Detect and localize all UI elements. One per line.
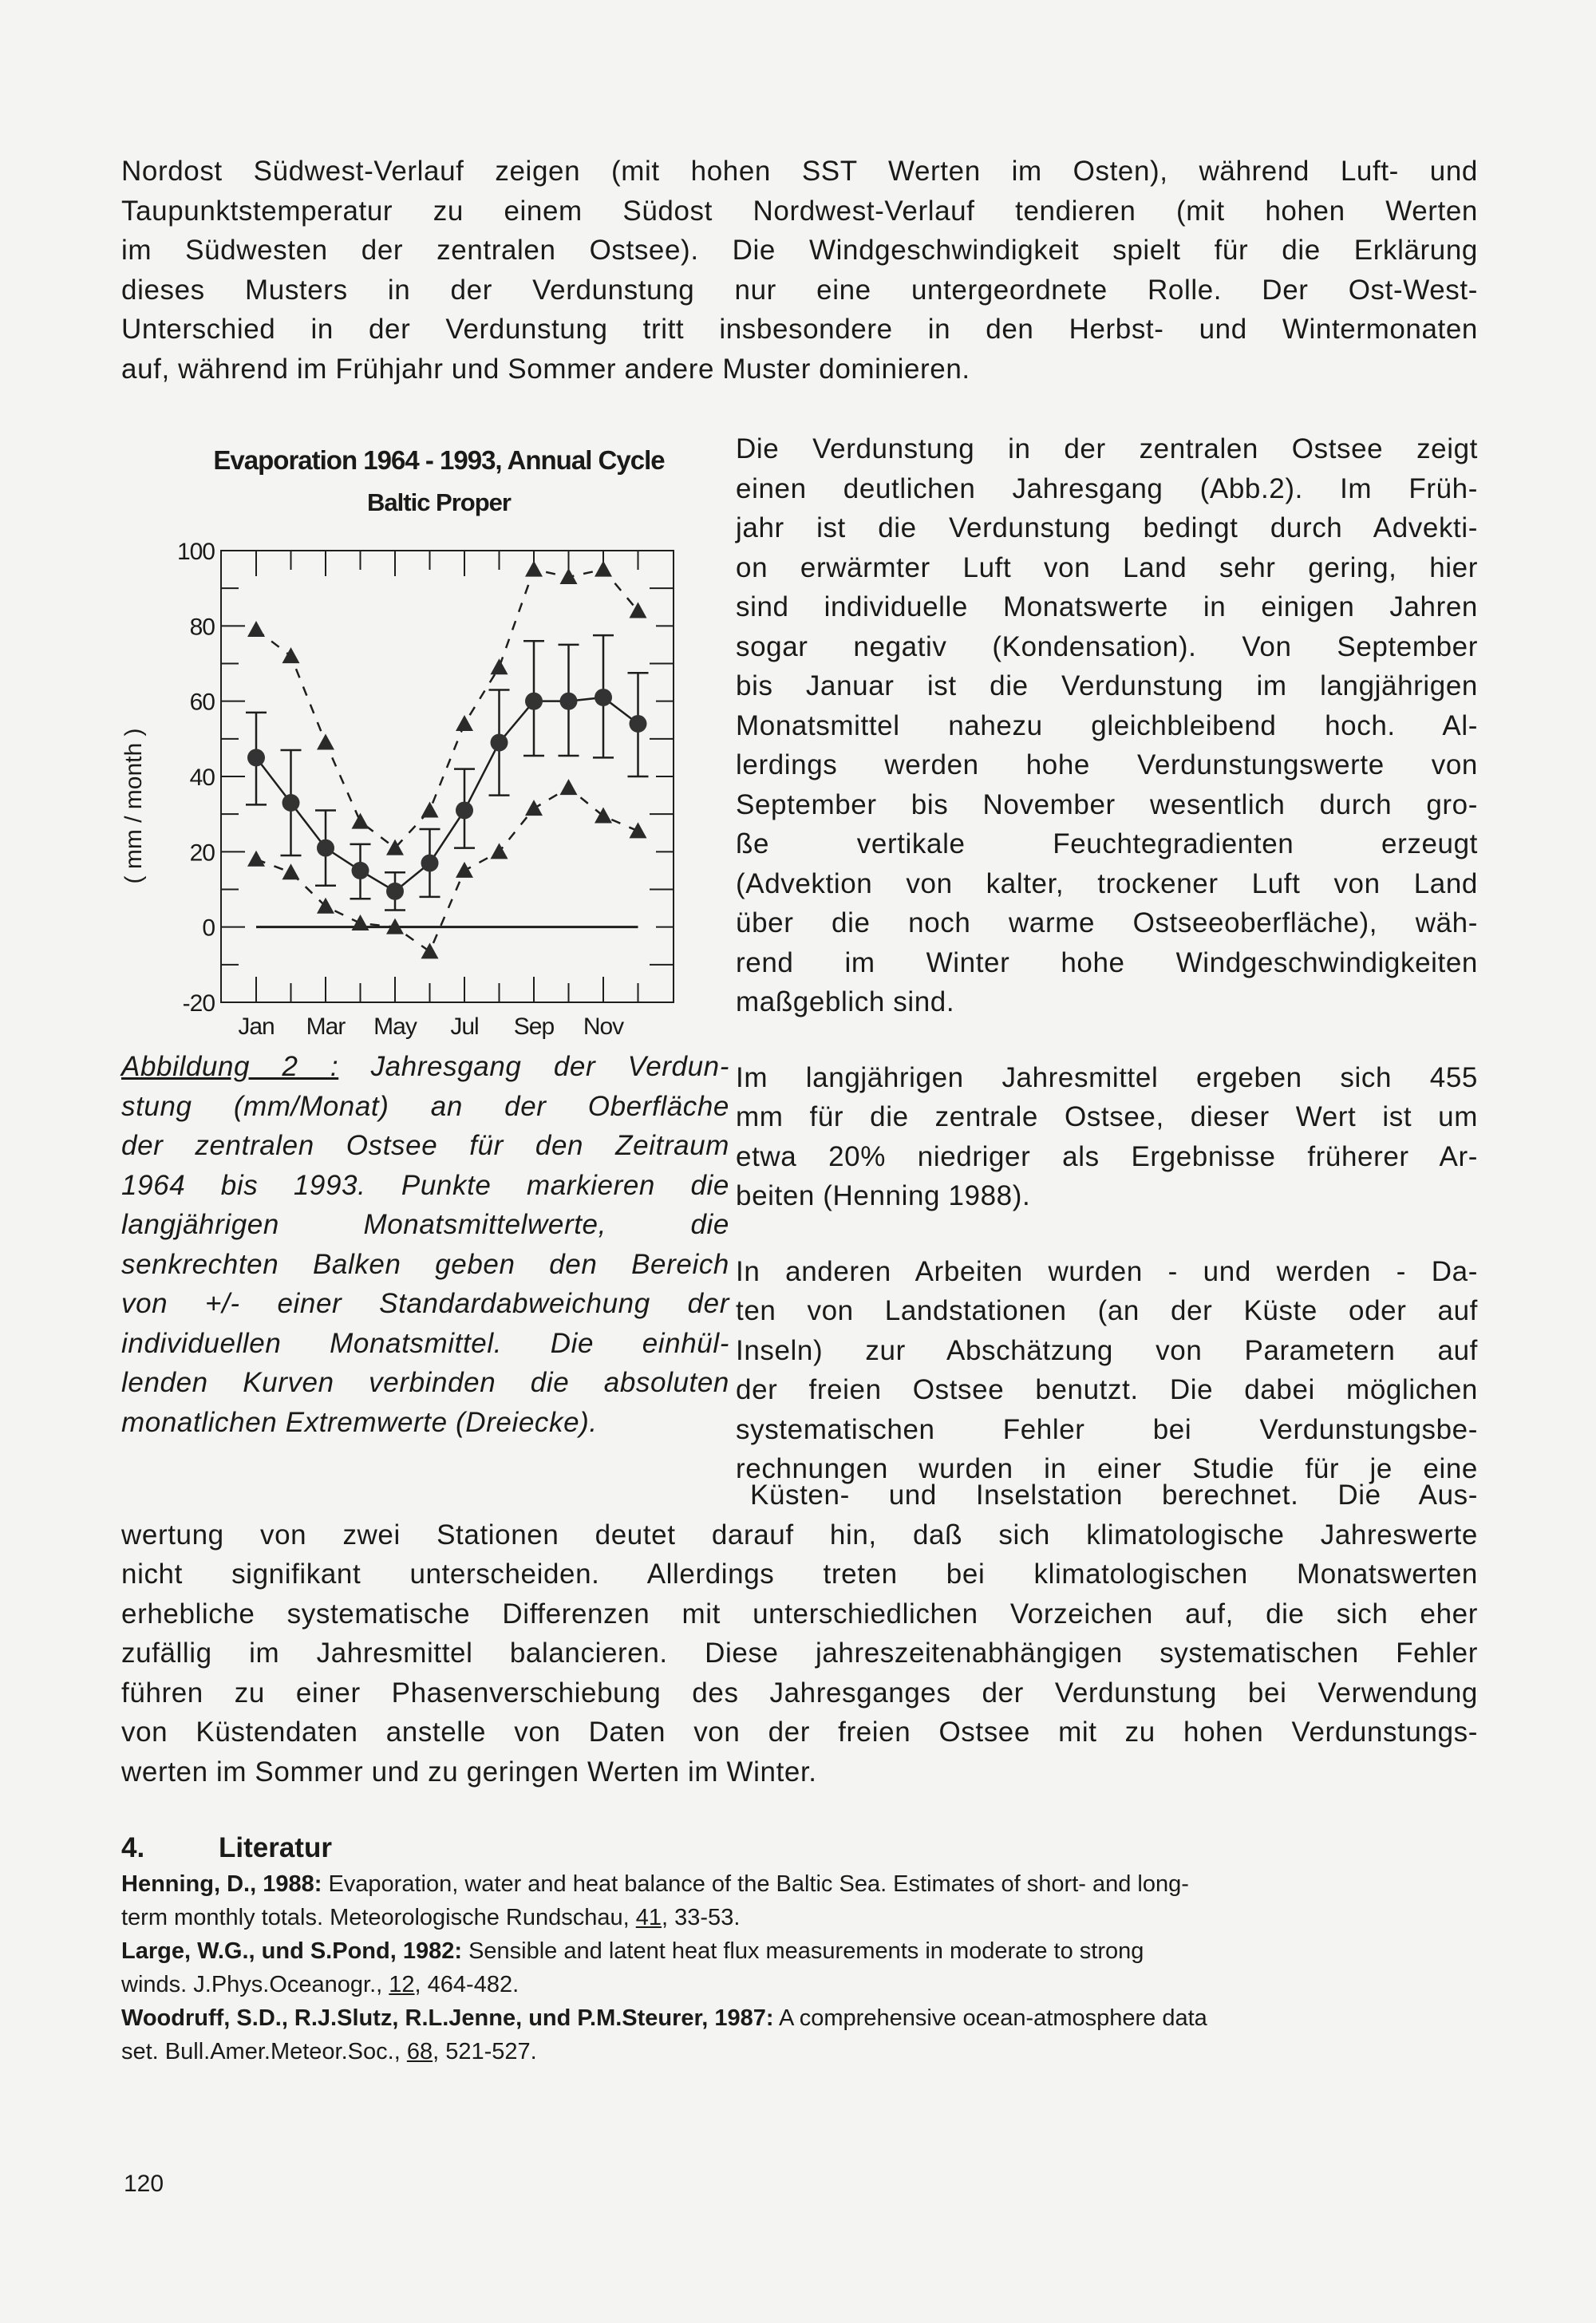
y-tick-label: 0 bbox=[202, 915, 215, 942]
caption-line bbox=[121, 1047, 729, 1087]
max-triangle bbox=[421, 801, 439, 817]
y-tick-label: 60 bbox=[189, 689, 215, 716]
caption-label: Abbildung 2 : bbox=[121, 1051, 339, 1082]
reference-title: A comprehensive ocean-atmosphere data bbox=[773, 2005, 1207, 2031]
body-paragraph bbox=[736, 429, 1478, 1022]
text-line: bis Januar ist die Verdunstung im langjährigen bbox=[736, 670, 1478, 701]
text-line: jahr ist die Verdunstung bedingt durch Advekti- bbox=[736, 512, 1478, 543]
reference-line bbox=[121, 1867, 1478, 1901]
text-line: beiten (Henning 1988). bbox=[736, 1180, 1031, 1211]
chart-title: Evaporation 1964 - 1993, Annual Cycle bbox=[213, 445, 665, 475]
max-triangle bbox=[247, 621, 265, 637]
text-line: September bis November wesentlich durch gro- bbox=[736, 788, 1478, 820]
text-line: rechnungen wurden in einer Studie für je eine bbox=[736, 1453, 1478, 1484]
section-number: 4. bbox=[121, 1832, 145, 1863]
reference-pages: , 464-482. bbox=[414, 1972, 519, 1997]
max-triangle bbox=[525, 561, 543, 577]
reference-journal: set. Bull.Amer.Meteor.Soc., bbox=[121, 2039, 407, 2064]
text-line: werten im Sommer und zu geringen Werten im Winter. bbox=[121, 1756, 817, 1788]
page-number: 120 bbox=[124, 2171, 164, 2197]
caption-line: von +/- einer Standardabweichung der bbox=[121, 1288, 729, 1319]
text-line: Nordost Südwest-Verlauf zeigen (mit hohen SST Werten im Osten), während Luft- und bbox=[121, 156, 1478, 187]
reference-volume: 41 bbox=[635, 1905, 662, 1930]
text-line: Küsten- und Inselstation berechnet. Die Aus- bbox=[750, 1480, 1478, 1511]
reference-title: Sensible and latent heat flux measurements in moderate to strong bbox=[462, 1938, 1144, 1964]
text-line: ten von Landstationen (an der Küste oder auf bbox=[736, 1295, 1478, 1326]
text-line: maßgeblich sind. bbox=[736, 986, 955, 1017]
evaporation-chart bbox=[120, 431, 726, 1040]
text-line: einen deutlichen Jahresgang (Abb.2). Im Früh- bbox=[736, 472, 1478, 504]
continued-paragraph bbox=[121, 1476, 1478, 1792]
plot-frame bbox=[221, 551, 674, 1002]
y-tick-label: 20 bbox=[189, 840, 215, 867]
reference-authors: Large, W.G., und S.Pond, 1982: bbox=[121, 1938, 463, 1964]
min-triangle bbox=[421, 942, 439, 958]
y-axis-label: ( mm / month ) bbox=[120, 728, 147, 884]
min-triangle bbox=[282, 863, 300, 879]
section-title: Literatur bbox=[219, 1832, 332, 1863]
text-line: sind individuelle Monatswerte in einigen Jahren bbox=[736, 591, 1478, 622]
caption-line: monatlichen Extremwerte (Dreiecke). bbox=[121, 1406, 598, 1438]
y-tick-label: 100 bbox=[176, 539, 215, 565]
text-line: nicht signifikant unterscheiden. Allerdings treten bei klimatologischen Monatswerten bbox=[121, 1559, 1478, 1590]
x-tick-label: May bbox=[373, 1013, 417, 1040]
max-triangle bbox=[456, 715, 473, 731]
max-triangle bbox=[491, 658, 508, 674]
text-line: Im langjährigen Jahresmittel ergeben sich 455 bbox=[736, 1061, 1478, 1093]
caption-line: lenden Kurven verbinden die absoluten bbox=[121, 1367, 729, 1398]
text-line: Inseln) zur Abschätzung von Parametern auf bbox=[736, 1334, 1478, 1366]
mean-point bbox=[352, 862, 369, 879]
caption-line: 1964 bis 1993. Punkte markieren die bbox=[121, 1169, 729, 1201]
min-triangle bbox=[525, 800, 543, 816]
text-line: rend im Winter hohe Windgeschwindigkeiten bbox=[736, 946, 1478, 978]
mean-point bbox=[456, 801, 473, 819]
text-line: on erwärmter Luft von Land sehr gering, hier bbox=[736, 551, 1478, 583]
caption-line: senkrechten Balken geben den Bereich bbox=[121, 1248, 729, 1280]
caption-line: individuellen Monatsmittel. Die einhül- bbox=[121, 1327, 729, 1359]
mean-point bbox=[491, 734, 508, 752]
text-line: ße vertikale Feuchtegradienten erzeugt bbox=[736, 828, 1478, 859]
reference-list bbox=[121, 1867, 1478, 2068]
caption-line: stung (mm/Monat) an der Oberfläche bbox=[121, 1090, 729, 1122]
text-line: sogar negativ (Kondensation). Von September bbox=[736, 630, 1478, 662]
mean-point bbox=[560, 693, 578, 710]
max-triangle bbox=[560, 568, 578, 584]
reference-journal: winds. J.Phys.Oceanogr., bbox=[121, 1972, 389, 1997]
literature-heading bbox=[121, 1832, 332, 1864]
x-tick-label: Nov bbox=[583, 1013, 624, 1040]
reference-pages: , 33-53. bbox=[662, 1905, 741, 1930]
caption-line: langjährigen Monatsmittelwerte, die bbox=[121, 1209, 729, 1240]
caption-line: der zentralen Ostsee für den Zeitraum bbox=[121, 1130, 729, 1161]
text-line: lerdings werden hohe Verdunstungswerte von bbox=[736, 749, 1478, 780]
reference-authors: Woodruff, S.D., R.J.Slutz, R.L.Jenne, und P.M.Steurer, 1987: bbox=[121, 2005, 774, 2031]
mean-point bbox=[421, 854, 439, 871]
y-tick-label: 40 bbox=[189, 764, 215, 791]
reference-item bbox=[121, 2001, 1478, 2068]
text-line: über die noch warme Ostseeoberfläche), wäh- bbox=[736, 907, 1478, 938]
text-line: Unterschied in der Verdunstung tritt insbesondere in den Herbst- und Wintermonaten bbox=[121, 314, 1478, 345]
mean-point bbox=[595, 689, 612, 706]
body-paragraph bbox=[736, 1058, 1478, 1216]
reference-line bbox=[121, 2001, 1478, 2035]
figure-caption bbox=[121, 1047, 729, 1442]
intro-paragraph bbox=[121, 152, 1478, 389]
chart-subtitle: Baltic Proper bbox=[367, 488, 511, 516]
max-triangle bbox=[282, 647, 300, 663]
min-triangle bbox=[247, 851, 265, 867]
reference-line bbox=[121, 1968, 1478, 2001]
mean-point bbox=[247, 749, 265, 766]
reference-item bbox=[121, 1934, 1478, 2001]
body-paragraph bbox=[736, 1252, 1478, 1489]
reference-title: Evaporation, water and heat balance of the Baltic Sea. Estimates of short- and long- bbox=[322, 1871, 1189, 1897]
x-tick-label: Sep bbox=[513, 1013, 555, 1040]
max-triangle bbox=[352, 813, 369, 829]
y-tick-label: 80 bbox=[189, 614, 215, 641]
max-triangle bbox=[317, 734, 334, 750]
text-line: der freien Ostsee benutzt. Die dabei möglichen bbox=[736, 1374, 1478, 1405]
text-line: wertung von zwei Stationen deutet darauf hin, daß sich klimatologische Jahreswerte bbox=[121, 1519, 1478, 1551]
x-tick-label: Jul bbox=[450, 1013, 479, 1040]
reference-line bbox=[121, 2035, 1478, 2068]
x-tick-label: Mar bbox=[306, 1013, 346, 1040]
min-triangle bbox=[560, 779, 578, 795]
reference-volume: 12 bbox=[389, 1972, 415, 1997]
text-line: erhebliche systematische Differenzen mit unterschiedlichen Vorzeichen auf, die sich eher bbox=[121, 1598, 1478, 1630]
text-line: führen zu einer Phasenverschiebung des Jahresganges der Verdunstung bei Verwendung bbox=[121, 1677, 1478, 1709]
reference-volume: 68 bbox=[406, 2039, 433, 2064]
text-line: Monatsmittel nahezu gleichbleibend hoch. Al- bbox=[736, 709, 1478, 741]
text-line: dieses Musters in der Verdunstung nur eine untergeordnete Rolle. Der Ost-West- bbox=[121, 274, 1478, 306]
max-triangle bbox=[595, 561, 612, 577]
text-line: Die Verdunstung in der zentralen Ostsee zeigt bbox=[736, 433, 1478, 464]
text-line: Taupunktstemperatur zu einem Südost Nordwest-Verlauf tendieren (mit hohen Werten bbox=[121, 195, 1478, 227]
min-triangle bbox=[352, 915, 369, 930]
text-line: In anderen Arbeiten wurden - und werden - Da- bbox=[736, 1255, 1478, 1287]
min-triangle bbox=[630, 822, 647, 838]
mean-point bbox=[282, 794, 300, 812]
y-tick-label: -20 bbox=[182, 990, 215, 1017]
reference-authors: Henning, D., 1988: bbox=[121, 1871, 322, 1897]
text-line: etwa 20% niedriger als Ergebnisse früherer Ar- bbox=[736, 1140, 1478, 1172]
envelope-line bbox=[256, 570, 638, 848]
min-triangle bbox=[491, 843, 508, 859]
mean-point bbox=[630, 715, 647, 733]
reference-pages: , 521-527. bbox=[433, 2039, 537, 2064]
text-line: im Südwesten der zentralen Ostsee). Die Windgeschwindigkeit spielt für die Erklärung bbox=[121, 235, 1478, 266]
x-tick-label: Jan bbox=[238, 1013, 275, 1040]
right-column bbox=[736, 429, 1478, 1489]
text-line: von Küstendaten anstelle von Daten von der freien Ostsee mit zu hohen Verdunstungs- bbox=[121, 1717, 1478, 1748]
caption-text: Jahresgang der Verdun- bbox=[370, 1051, 729, 1082]
reference-line bbox=[121, 1934, 1478, 1968]
reference-journal: term monthly totals. Meteorologische Rundschau, bbox=[121, 1905, 636, 1930]
text-line: mm für die zentrale Ostsee, dieser Wert ist um bbox=[736, 1101, 1478, 1132]
mean-point bbox=[386, 883, 404, 900]
mean-point bbox=[525, 693, 543, 710]
mean-point bbox=[317, 840, 334, 857]
text-line: systematischen Fehler bei Verdunstungsbe- bbox=[736, 1413, 1478, 1445]
text-line: zufällig im Jahresmittel balancieren. Diese jahreszeitenabhängigen systematischen Fehler bbox=[121, 1638, 1478, 1669]
mean-line bbox=[256, 697, 638, 891]
reference-item bbox=[121, 1867, 1478, 1934]
reference-line bbox=[121, 1901, 1478, 1934]
min-triangle bbox=[595, 808, 612, 824]
text-line: auf, während im Frühjahr und Sommer andere Muster dominieren. bbox=[121, 353, 970, 385]
min-triangle bbox=[456, 862, 473, 878]
text-line: (Advektion von kalter, trockener Luft von Land bbox=[736, 867, 1478, 899]
